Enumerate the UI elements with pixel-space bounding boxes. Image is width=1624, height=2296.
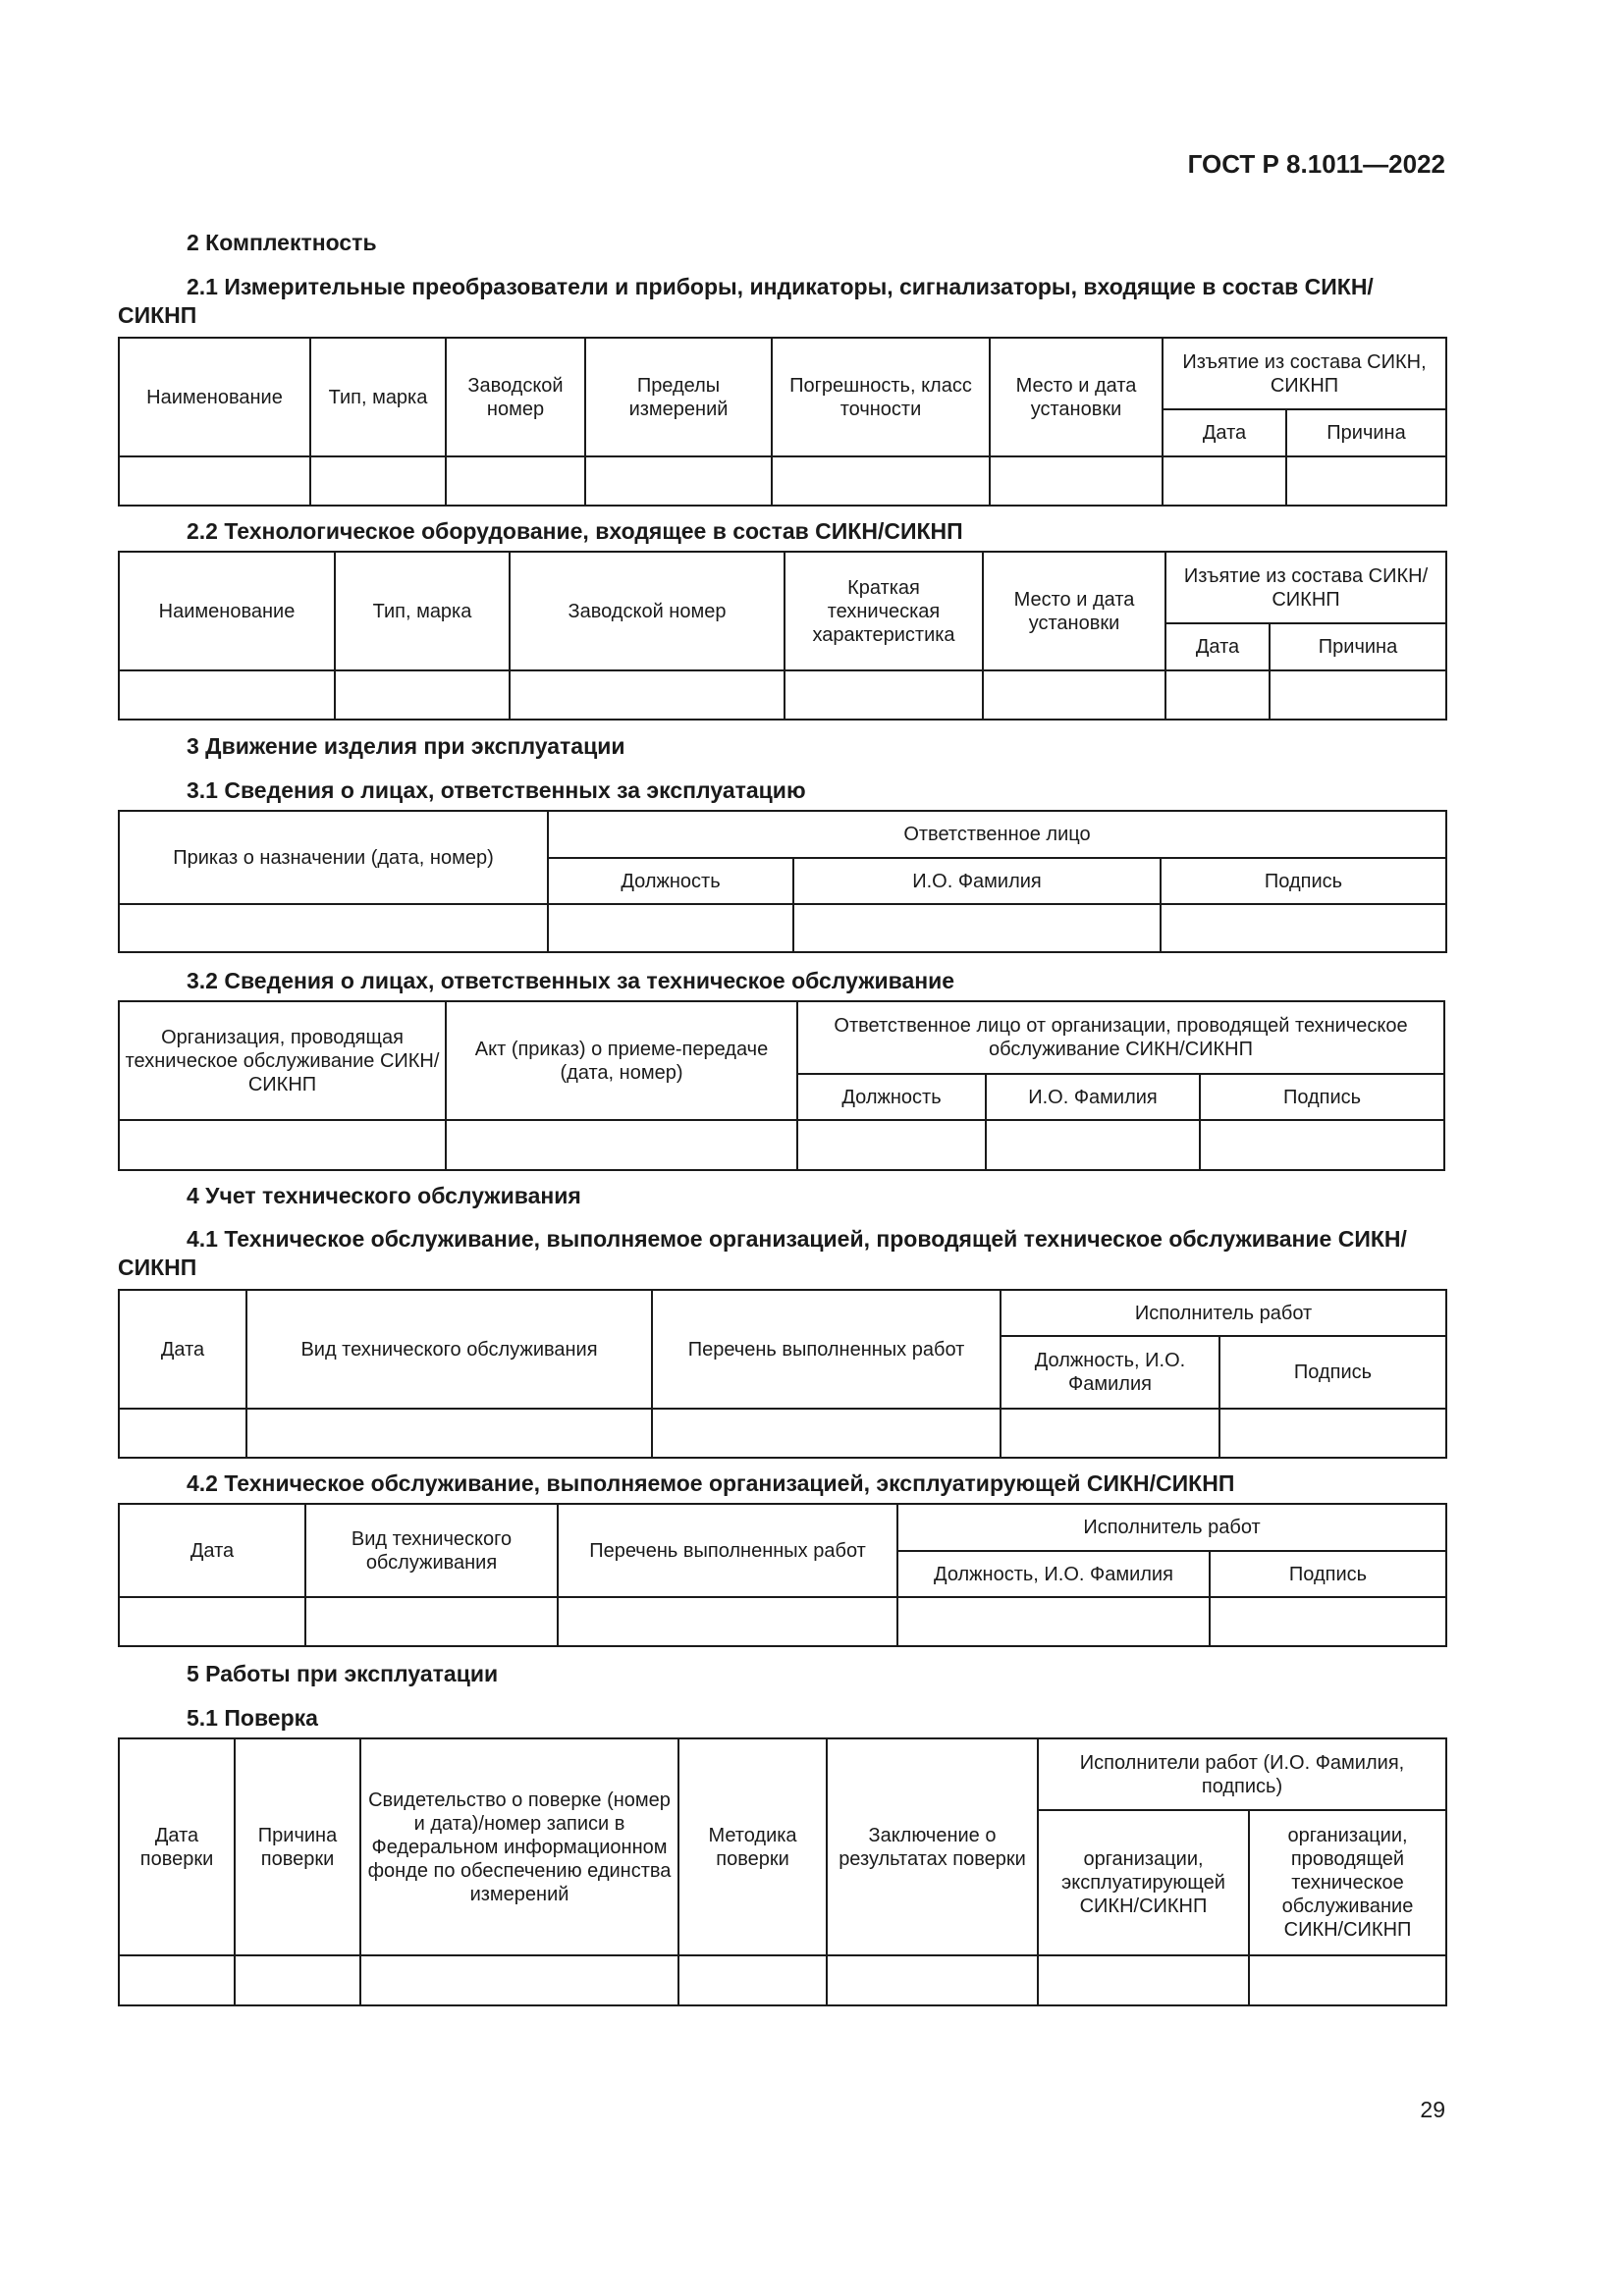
col-act-header: Акт (приказ) о приеме-передаче (дата, номер) (446, 1001, 797, 1120)
table-cell[interactable] (1001, 1409, 1219, 1458)
col-removal-header: Изъятие из состава СИКН/ СИКНП (1165, 552, 1446, 623)
table-cell[interactable] (119, 1120, 446, 1170)
section-4-1-heading: 4.1 Техническое обслуживание, выполняемое организацией, проводящей техническое обслуживание СИКН/СИКНП (118, 1226, 1407, 1280)
page-number: 29 (1420, 2097, 1445, 2122)
table-cell[interactable] (119, 1409, 246, 1458)
col-reason-header: Причина поверки (235, 1738, 360, 1955)
table-cell[interactable] (678, 1955, 827, 2005)
col-executor-header: Исполнитель работ (897, 1504, 1446, 1551)
table-5-1-verification (118, 1737, 1447, 2006)
col-fio-header: И.О. Фамилия (986, 1074, 1200, 1120)
section-3-2-heading: 3.2 Сведения о лицах, ответственных за техническое обслуживание (187, 968, 955, 993)
col-works-header: Перечень выполненных работ (652, 1290, 1001, 1409)
col-place-header: Место и дата установки (990, 338, 1163, 456)
col-method-header: Методика поверки (678, 1738, 827, 1955)
table-cell[interactable] (446, 456, 585, 506)
col-fio-header: И.О. Фамилия (793, 858, 1161, 904)
section-4-heading: 4 Учет технического обслуживания (187, 1183, 581, 1208)
table-2-1-instruments (118, 337, 1447, 507)
table-cell[interactable] (119, 456, 310, 506)
col-position-fio-header: Должность, И.О. Фамилия (897, 1551, 1210, 1597)
table-cell[interactable] (119, 1597, 305, 1646)
section-5-heading: 5 Работы при эксплуатации (187, 1661, 499, 1686)
col-position-fio-header: Должность, И.О. Фамилия (1001, 1336, 1219, 1409)
col-signature-header: Подпись (1161, 858, 1446, 904)
table-row (119, 1955, 1446, 2005)
table-cell[interactable] (652, 1409, 1001, 1458)
col-works-header: Перечень выполненных работ (558, 1504, 897, 1597)
col-removal-date-header: Дата (1163, 409, 1286, 456)
col-certificate-header: Свидетельство о поверке (номер и дата)/номер записи в Федеральном информационном фонде по обеспечению единства измерений (360, 1738, 678, 1955)
table-2-2-equipment (118, 551, 1447, 721)
table-cell[interactable] (1165, 670, 1270, 720)
table-cell[interactable] (119, 1955, 235, 2005)
table-row (119, 904, 1446, 952)
section-5-1-heading: 5.1 Поверка (187, 1705, 318, 1731)
col-type-header: Тип, марка (335, 552, 510, 670)
table-cell[interactable] (305, 1597, 558, 1646)
col-date-header: Дата поверки (119, 1738, 235, 1955)
table-cell[interactable] (827, 1955, 1038, 2005)
col-date-header: Дата (119, 1504, 305, 1597)
col-name-header: Наименование (119, 338, 310, 456)
col-type-header: Тип, марка (310, 338, 446, 456)
table-row (119, 670, 1446, 720)
col-removal-reason-header: Причина (1270, 623, 1446, 670)
col-signature-header: Подпись (1200, 1074, 1444, 1120)
col-operating-org-header: организации, эксплуатирующей СИКН/СИКНП (1038, 1810, 1249, 1955)
table-cell[interactable] (510, 670, 785, 720)
col-signature-header: Подпись (1219, 1336, 1446, 1409)
col-limits-header: Пределы измерений (585, 338, 772, 456)
col-place-header: Место и дата установки (983, 552, 1165, 670)
table-cell[interactable] (585, 456, 772, 506)
table-cell[interactable] (360, 1955, 678, 2005)
table-cell[interactable] (335, 670, 510, 720)
table-cell[interactable] (1161, 904, 1446, 952)
section-4-2-heading: 4.2 Техническое обслуживание, выполняемое организацией, эксплуатирующей СИКН/СИКНП (187, 1470, 1235, 1496)
section-3-heading: 3 Движение изделия при эксплуатации (187, 733, 625, 759)
table-cell[interactable] (1038, 1955, 1249, 2005)
col-person-header: Ответственное лицо (548, 811, 1446, 858)
section-2-1-heading: 2.1 Измерительные преобразователи и приборы, индикаторы, сигнализаторы, входящие в состав СИКН/СИКНП (118, 274, 1374, 328)
table-cell[interactable] (1163, 456, 1286, 506)
col-executors-header: Исполнители работ (И.О. Фамилия, подпись) (1038, 1738, 1446, 1810)
table-cell[interactable] (986, 1120, 1200, 1170)
col-serial-header: Заводской номер (446, 338, 585, 456)
section-3-1-heading: 3.1 Сведения о лицах, ответственных за эксплуатацию (187, 777, 806, 803)
table-cell[interactable] (793, 904, 1161, 952)
table-4-1-service-by-service-org (118, 1289, 1447, 1459)
col-kind-header: Вид технического обслуживания (305, 1504, 558, 1597)
table-cell[interactable] (772, 456, 990, 506)
table-cell[interactable] (897, 1597, 1210, 1646)
col-removal-reason-header: Причина (1286, 409, 1446, 456)
table-row (119, 1409, 1446, 1458)
table-cell[interactable] (246, 1409, 652, 1458)
table-cell[interactable] (1200, 1120, 1444, 1170)
table-cell[interactable] (119, 904, 548, 952)
document-standard-header: ГОСТ Р 8.1011—2022 (1187, 149, 1445, 179)
col-order-header: Приказ о назначении (дата, номер) (119, 811, 548, 904)
table-cell[interactable] (119, 670, 335, 720)
col-organization-header: Организация, проводящая техническое обслуживание СИКН/СИКНП (119, 1001, 446, 1120)
col-conclusion-header: Заключение о результатах поверки (827, 1738, 1038, 1955)
col-name-header: Наименование (119, 552, 335, 670)
table-cell[interactable] (235, 1955, 360, 2005)
table-cell[interactable] (785, 670, 983, 720)
table-3-1-responsible-persons (118, 810, 1447, 953)
table-cell[interactable] (1210, 1597, 1446, 1646)
table-cell[interactable] (990, 456, 1163, 506)
col-position-header: Должность (548, 858, 793, 904)
section-2-heading: 2 Комплектность (187, 230, 377, 255)
table-row (119, 1120, 1444, 1170)
col-date-header: Дата (119, 1290, 246, 1409)
table-3-2-service-responsible (118, 1000, 1445, 1171)
table-cell[interactable] (797, 1120, 986, 1170)
col-signature-header: Подпись (1210, 1551, 1446, 1597)
table-cell[interactable] (1270, 670, 1446, 720)
table-cell[interactable] (983, 670, 1165, 720)
col-removal-date-header: Дата (1165, 623, 1270, 670)
section-2-2-heading: 2.2 Технологическое оборудование, входящее в состав СИКН/СИКНП (187, 518, 963, 544)
col-service-org-header: организации, проводящей техническое обслуживание СИКН/СИКНП (1249, 1810, 1446, 1955)
table-row (119, 456, 1446, 506)
col-serial-header: Заводской номер (510, 552, 785, 670)
table-cell[interactable] (548, 904, 793, 952)
col-position-header: Должность (797, 1074, 986, 1120)
table-4-2-service-by-operating-org (118, 1503, 1447, 1647)
table-cell[interactable] (310, 456, 446, 506)
table-cell[interactable] (558, 1597, 897, 1646)
table-cell[interactable] (1249, 1955, 1446, 2005)
col-accuracy-header: Погрешность, класс точности (772, 338, 990, 456)
table-cell[interactable] (1219, 1409, 1446, 1458)
col-person-header: Ответственное лицо от организации, проводящей техническое обслуживание СИКН/СИКНП (797, 1001, 1444, 1074)
col-kind-header: Вид технического обслуживания (246, 1290, 652, 1409)
table-row (119, 1597, 1446, 1646)
col-executor-header: Исполнитель работ (1001, 1290, 1446, 1336)
col-removal-header: Изъятие из состава СИКН, СИКНП (1163, 338, 1446, 409)
table-cell[interactable] (1286, 456, 1446, 506)
table-cell[interactable] (446, 1120, 797, 1170)
col-spec-header: Краткая техническая характеристика (785, 552, 983, 670)
